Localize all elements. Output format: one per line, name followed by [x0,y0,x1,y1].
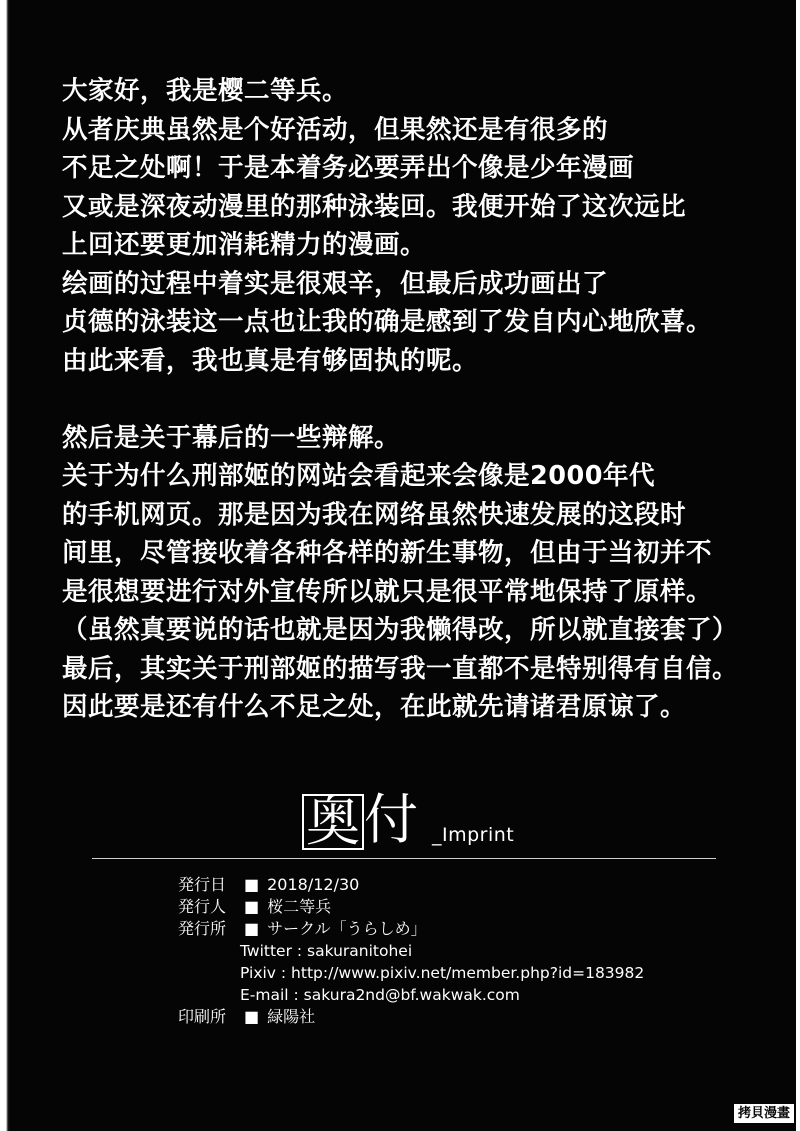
book-page [4,0,796,1131]
afterword-line: 然后是关于幕后的一些辩解。 [62,422,401,453]
afterword-line: 关于为什么刑部姬的网站会看起来会像是2000年代 [62,461,655,491]
afterword-line: 上回还要更加消耗精力的漫画。 [62,230,427,260]
afterword-line: 又或是深夜动漫里的那种泳装回。我便开始了这次远比 [62,191,687,222]
afterword-line: 绘画的过程中着实是很艰辛，但最后成功画出了 [62,268,609,299]
page-edge [4,0,10,1131]
colophon-row-printer [178,1006,644,1028]
afterword-line: 的手机网页。那是因为我在网络虽然快速发展的这段时 [62,499,687,530]
colophon-twitter: Twitter : sakuranitohei [240,942,413,960]
afterword-text [62,72,792,727]
afterword-line: 间里，尽管接收着各种各样的新生事物，但由于当初并不 [62,538,713,568]
imprint-latin-label: _Imprint [432,824,515,846]
afterword-line: 由此来看，我也真是有够固执的呢。 [62,345,479,376]
paragraph-gap [62,380,792,419]
colophon-row-publisher [178,896,644,918]
colophon-label: 発行所 [178,919,227,938]
afterword-line: 不足之处啊！于是本着务必要弄出个像是少年漫画 [62,153,635,183]
colophon-pixiv: Pixiv : http://www.pixiv.net/member.php?id=183982 [240,964,645,982]
imprint-kanji-tsuke: 付 [364,788,418,851]
colophon [178,874,644,1028]
colophon-row-office [178,918,644,940]
colophon-value: サークル「うらしめ」 [267,919,427,938]
afterword-line: （虽然真要说的话也就是因为我懒得改，所以就直接套了） [62,615,739,645]
imprint-kanji-oku: 奥 [302,794,364,850]
watermark-label: 拷貝漫畫 [734,1104,794,1123]
square-bullet-icon: ■ [244,897,260,916]
colophon-value: 緑陽社 [267,1007,316,1026]
colophon-label: 発行日 [178,875,227,894]
afterword-line: 因此要是还有什么不足之处，在此就先请诸君原谅了。 [62,692,687,722]
colophon-email: E-mail : sakura2nd@bf.wakwak.com [240,986,520,1004]
afterword-line: 是很想要进行对外宣传所以就只是很平常地保持了原样。 [62,576,713,607]
colophon-label: 発行人 [178,897,227,916]
afterword-line: 从者庆典虽然是个好活动，但果然还是有很多的 [62,114,609,145]
square-bullet-icon: ■ [244,875,260,894]
imprint-divider [92,858,716,859]
afterword-line: 贞德的泳装这一点也让我的确是感到了发自内心地欣喜。 [62,307,713,337]
colophon-value: 2018/12/30 [267,875,360,894]
colophon-row-date [178,874,644,896]
afterword-line: 大家好，我是樱二等兵。 [62,76,349,106]
square-bullet-icon: ■ [244,1007,260,1026]
colophon-value: 桜二等兵 [267,897,332,916]
afterword-line: 最后，其实关于刑部姬的描写我一直都不是特别得有自信。 [62,653,739,684]
colophon-label: 印刷所 [178,1007,227,1026]
square-bullet-icon: ■ [244,919,260,938]
imprint-heading [302,788,515,853]
